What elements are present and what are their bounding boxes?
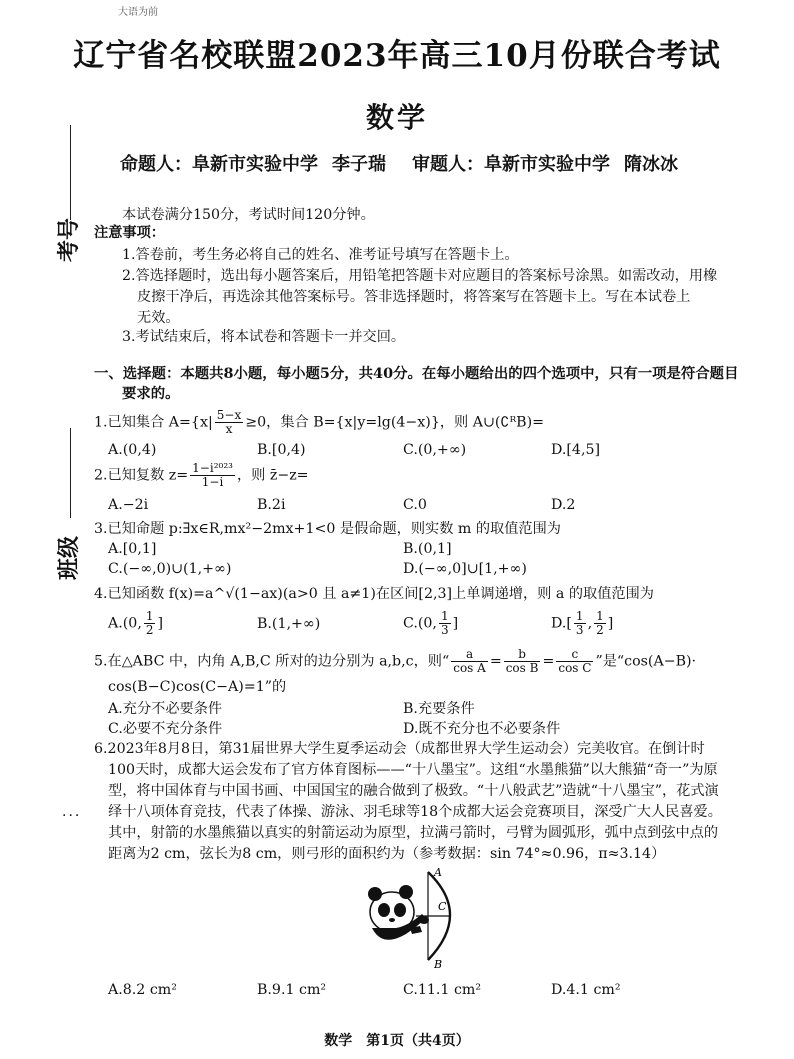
class-label: 班级: [56, 535, 82, 580]
subject-title: 数学: [365, 101, 428, 134]
q6-line-5: 其中，射箭的水墨熊猫以真实的射箭运动为原型，拉满弓箭时，弓臂为圆弧形，弧中点到弦中点的: [108, 825, 719, 841]
label-b: B: [434, 958, 443, 968]
q6-line-2: 100天时，成都大运会发布了官方体育图标——“十八墨宝”。这组“水墨熊猫”以大熊猫“奇一”为原: [108, 762, 718, 778]
q5-option-b: B.充要条件: [403, 701, 475, 717]
margin-dots: ···: [62, 808, 82, 824]
top-note: 大语为前: [118, 7, 158, 18]
q1-stem: 1.已知集合 A={x| $\frac{5-x}{x}$ ≥0，集合 B={x|y=lg(4−x)}，则 A∪(∁ᴿB)=: [94, 408, 545, 436]
q5-option-a: A.充分不必要条件: [108, 701, 223, 717]
q2-stem: 2.已知复数 z= $\frac{\text{1−i²⁰²³}}{1-i}$ ，则 z̄−z=: [94, 461, 309, 489]
q3-option-c: C.(−∞,0)∪(1,+∞): [108, 561, 232, 577]
panda-eye-left: [378, 903, 390, 917]
panda-nose: [389, 918, 395, 922]
q4-option-a: A.(0, $\frac{1}{2}$ ]: [108, 609, 164, 637]
label-c: C: [438, 900, 447, 913]
q6-line-3: 型，将中国体育与中国书画、中国国宝的融合做到了极致。“十八般武艺”造就“十八墨宝”，花式演: [108, 783, 719, 799]
q2-option-a: A.−2i: [108, 497, 149, 513]
notice-3: 3.考试结束后，将本试卷和答题卡一并交回。: [122, 329, 406, 345]
section-heading: 一、选择题：本题共8小题，每小题5分，共40分。在每小题给出的四个选项中，只有一项是符合题目: [94, 365, 739, 382]
notice-title: 注意事项：: [94, 225, 165, 241]
q6-option-c: C.11.1 cm²: [403, 982, 482, 998]
panda-eye-right: [394, 903, 406, 917]
exam-no-line: [70, 125, 71, 220]
score-line: 本试卷满分150分，考试时间120分钟。: [122, 207, 375, 223]
reviewer-name: 隋冰冰: [624, 154, 678, 175]
q6-line-1: 6.2023年8月8日，第31届世界大学生夏季运动会（成都世界大学生运动会）完美收官。在倒计时: [94, 741, 705, 757]
q2-option-b: B.2i: [257, 497, 286, 513]
q6-panda-archer-figure: [362, 868, 482, 968]
q2-fraction: $\frac{\text{1−i²⁰²³}}{1-i}$: [192, 461, 233, 489]
q4-option-c: C.(0, $\frac{1}{3}$ ]: [403, 609, 459, 637]
q3-option-b: B.(0,1]: [403, 541, 452, 557]
q6-option-d: D.4.1 cm²: [551, 982, 621, 998]
notice-1: 1.答卷前，考生务必将自己的姓名、准考证号填写在答题卡上。: [122, 247, 519, 263]
q1-option-a: A.(0,4): [108, 442, 157, 458]
exam-no-label: 考号: [56, 217, 82, 262]
q6-line-4: 绎十八项体育竞技，代表了体操、游泳、羽毛球等18个成都大运会竞赛项目，深受广大人民喜爱。: [108, 804, 722, 820]
q5-stem: 5.在△ABC 中，内角 A,B,C 所对的边分别为 a,b,c，则“ $\frac{a}{\text{cos A}}$ = $\frac{b}{\text{cos B}}$ = $\frac{c}{\text{cos C}}$ ”是“cos(A−B)·: [94, 647, 697, 675]
q3-option-d: D.(−∞,0]∪[1,+∞): [403, 561, 527, 577]
notice-2: 2.答选择题时，选出每小题答案后，用铅笔把答题卡对应题目的答案标号涂黑。如需改动，用橡: [122, 268, 718, 284]
q6-option-a: A.8.2 cm²: [108, 982, 177, 998]
q1-option-b: B.[0,4): [257, 442, 306, 458]
class-line: [70, 428, 71, 518]
q4-option-d: D.[ $\frac{1}{3}$ , $\frac{1}{2}$ ]: [551, 609, 614, 637]
exam-title: 辽宁省名校联盟2023年高三10月份联合考试: [73, 38, 721, 74]
reviewer-label: 审题人：阜新市实验中学: [412, 154, 610, 175]
q2-option-c: C.0: [403, 497, 427, 513]
q1-fraction: $\frac{5-x}{x}$: [216, 408, 242, 436]
panda-ear-left: [368, 887, 382, 901]
q5-option-c: C.必要不充分条件: [108, 721, 223, 737]
q3-option-a: A.[0,1]: [108, 541, 157, 557]
q1-option-d: D.[4,5]: [551, 442, 601, 458]
section-heading-cont: 要求的。: [122, 385, 180, 402]
q4-stem: 4.已知函数 f(x)=a^√(1−ax)(a>0 且 a≠1)在区间[2,3]上单调递增，则 a 的取值范围为: [94, 586, 654, 602]
panda-ear-right: [399, 885, 413, 899]
proposer-name: 李子瑞: [332, 154, 386, 175]
q6-option-b: B.9.1 cm²: [257, 982, 327, 998]
proposer-label: 命题人：阜新市实验中学: [120, 154, 318, 175]
page-footer: 数学 第1页（共4页）: [324, 1033, 470, 1049]
panda-paw: [419, 916, 429, 924]
q4-option-b: B.(1,+∞): [257, 616, 321, 632]
authors-line: [120, 150, 692, 176]
q5-option-d: D.既不充分也不必要条件: [403, 721, 561, 737]
notice-2-cont: 皮擦干净后，再选涂其他答案标号。答非选择题时，将答案写在答题卡上。写在本试卷上: [137, 289, 691, 305]
label-a: A: [434, 868, 442, 879]
q1-option-c: C.(0,+∞): [403, 442, 467, 458]
notice-2-end: 无效。: [137, 310, 180, 326]
q3-stem: 3.已知命题 p:∃x∈R,mx²−2mx+1<0 是假命题，则实数 m 的取值范围为: [94, 521, 561, 537]
q5-stem-cont: cos(B−C)cos(C−A)=1”的: [108, 679, 287, 695]
q6-line-6: 距离为2 cm，弦长为8 cm，则弓形的面积约为（参考数据：sin 74°≈0.96，π≈3.14）: [108, 846, 666, 862]
q2-option-d: D.2: [551, 497, 576, 513]
